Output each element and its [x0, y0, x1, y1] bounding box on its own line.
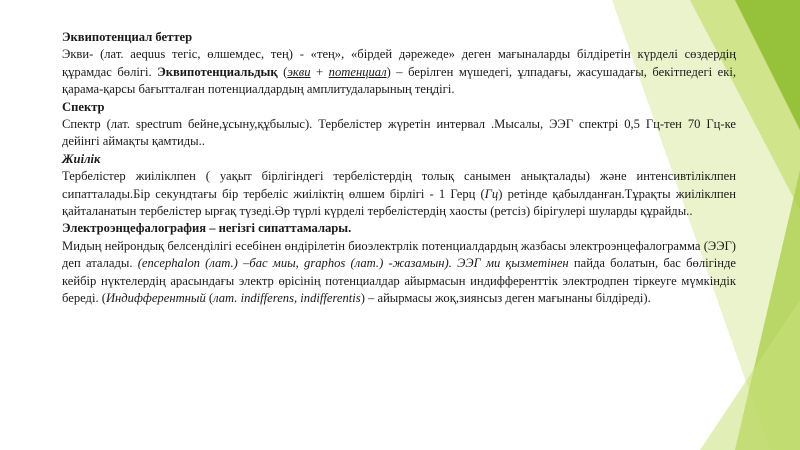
section-paragraph: [62, 168, 736, 220]
text-run: экви: [287, 64, 311, 79]
text-run: потенциал: [328, 64, 387, 79]
slide-text-body: [62, 29, 736, 308]
text-run: лат. indifferens, indifferentis: [213, 291, 361, 306]
text-run: ) – айырмасы жоқ,зиянсыз деген мағынаны білдіреді).: [360, 291, 651, 306]
section-heading: Жиілік: [62, 151, 101, 166]
text-run: Экви- (лат. aequus тегіс, өлшемдес, тең) - «тең», «бірдей дәрежеде» деген мағыналарды білдіретін күрделі сөздердің құрамдас бөлігі.: [62, 47, 736, 79]
text-run: +: [310, 64, 329, 79]
section-paragraph: [62, 46, 736, 98]
section-paragraph: [62, 238, 736, 308]
text-run: Тербелістер жиіліклпен ( уақыт бірлігіндегі тербелістердің толық санымен анықталады) және интенсивтіліклпен сипатталады.Бір секундтағы бір тербеліс жиіліктің өлшем бірлігі - 1 Герц (: [62, 169, 736, 201]
text-run: Эквипотенциальдық: [157, 64, 278, 79]
text-run: Мидың нейрондық белсенділігі есебінен өндірілетін биоэлектрлік потенциалдардың жазбасы электроэнцефалограмма (ЭЭГ) деп аталады.: [62, 238, 736, 271]
text-run: пайда болатын, бас бөлігінде кейбір нүктелердің арасындағы электр өрісінің потенциалдар айырмасын индифференттік электродпен тіркеуге мүмкіндік береді. (: [62, 256, 737, 306]
section-heading: Электроэнцефалография – негізгі сипаттамалары.: [62, 221, 352, 236]
section-heading: Эквипотенциал беттер: [62, 30, 193, 44]
text-run: (encephalon (лат.) –бас миы, graphos (лат.) -жазамын). ЭЭГ ми қызметінен: [137, 256, 569, 271]
text-run: Индифферентный: [105, 291, 206, 306]
text-run: Спектр (лат. spectrum бейне,ұсыну,құбылыс). Тербелістер жүретін интервал .Мысалы, ЭЭГ спектрі 0,5 Гц-тен 70 Гц-ке дейінгі аймақты қамтиды..: [62, 117, 736, 149]
section-heading: Спектр: [62, 99, 105, 114]
text-run: Гц: [484, 186, 499, 201]
text-run: ) ретінде қабылданған.Тұрақты жиіліклпен қайталанатын тербелістер ырғақ түзеді.Әр түрлі күрделі тербелістердің хаосты (ретсіз) бірігулері шуларды құрайды..: [62, 186, 736, 219]
section-paragraph: [62, 116, 736, 151]
text-run: (: [277, 64, 288, 79]
text-run: ) – берілген мүшедегі, ұлпадағы, жасушадағы, бекітпедегі екі, қарама-қарсы бағытталған потенциалдардың амплитудаларының теңдігі.: [62, 64, 737, 97]
text-run: (: [205, 291, 214, 306]
